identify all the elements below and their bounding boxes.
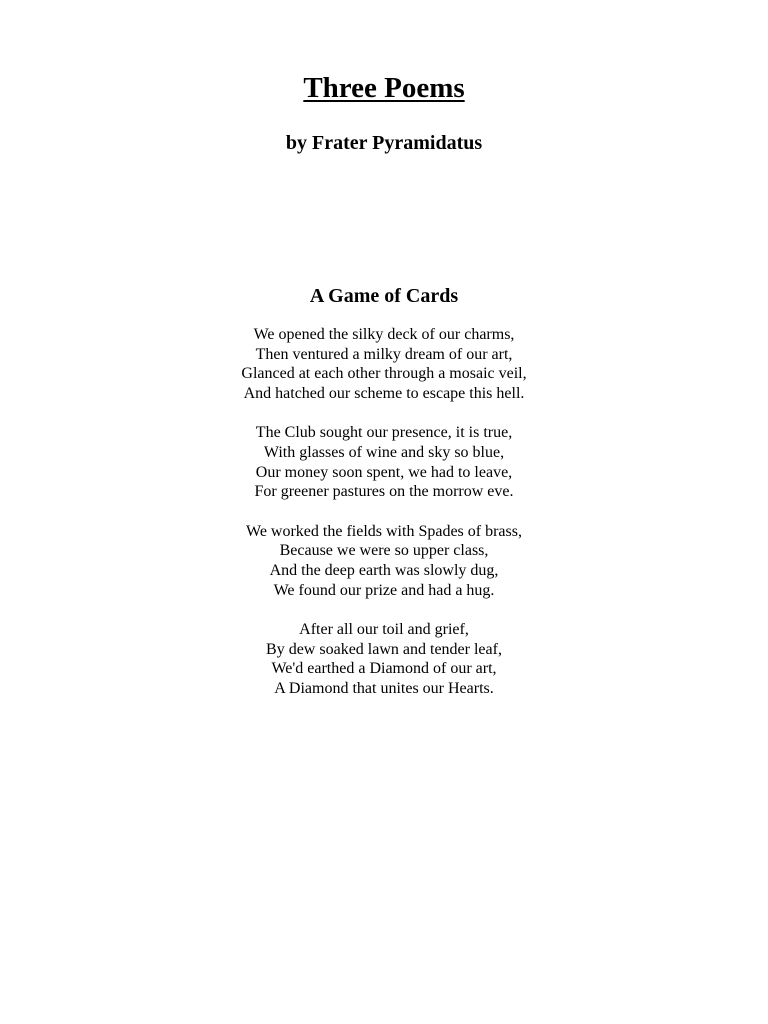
poem-line: We worked the fields with Spades of brass, bbox=[246, 522, 522, 540]
document-title: Three Poems bbox=[303, 72, 465, 104]
poem-line: Then ventured a milky dream of our art, bbox=[255, 345, 513, 363]
poem-line: For greener pastures on the morrow eve. bbox=[254, 483, 514, 501]
poem-line: Glanced at each other through a mosaic veil, bbox=[241, 365, 527, 383]
poem-line: And the deep earth was slowly dug, bbox=[269, 561, 499, 579]
author-byline: by Frater Pyramidatus bbox=[285, 132, 483, 154]
poem-line: After all our toil and grief, bbox=[299, 621, 469, 639]
poem-line: Because we were so upper class, bbox=[279, 542, 489, 560]
stanza bbox=[0, 620, 768, 698]
poem-title: A Game of Cards bbox=[309, 285, 459, 307]
poem-body bbox=[0, 325, 768, 719]
poem-line: We opened the silky deck of our charms, bbox=[253, 326, 515, 343]
poem-line: With glasses of wine and sky so blue, bbox=[263, 443, 505, 461]
stanza bbox=[0, 325, 768, 403]
poem-line: By dew soaked lawn and tender leaf, bbox=[266, 640, 502, 658]
poem-line: We'd earthed a Diamond of our art, bbox=[271, 660, 497, 678]
poem-line: And hatched our scheme to escape this hell. bbox=[243, 384, 525, 402]
poem-line: A Diamond that unites our Hearts. bbox=[274, 679, 494, 697]
poem-line: Our money soon spent, we had to leave, bbox=[255, 463, 513, 481]
stanza bbox=[0, 522, 768, 600]
stanza bbox=[0, 423, 768, 501]
poem-line: We found our prize and had a hug. bbox=[273, 581, 495, 599]
poem-line: The Club sought our presence, it is true, bbox=[255, 424, 513, 442]
